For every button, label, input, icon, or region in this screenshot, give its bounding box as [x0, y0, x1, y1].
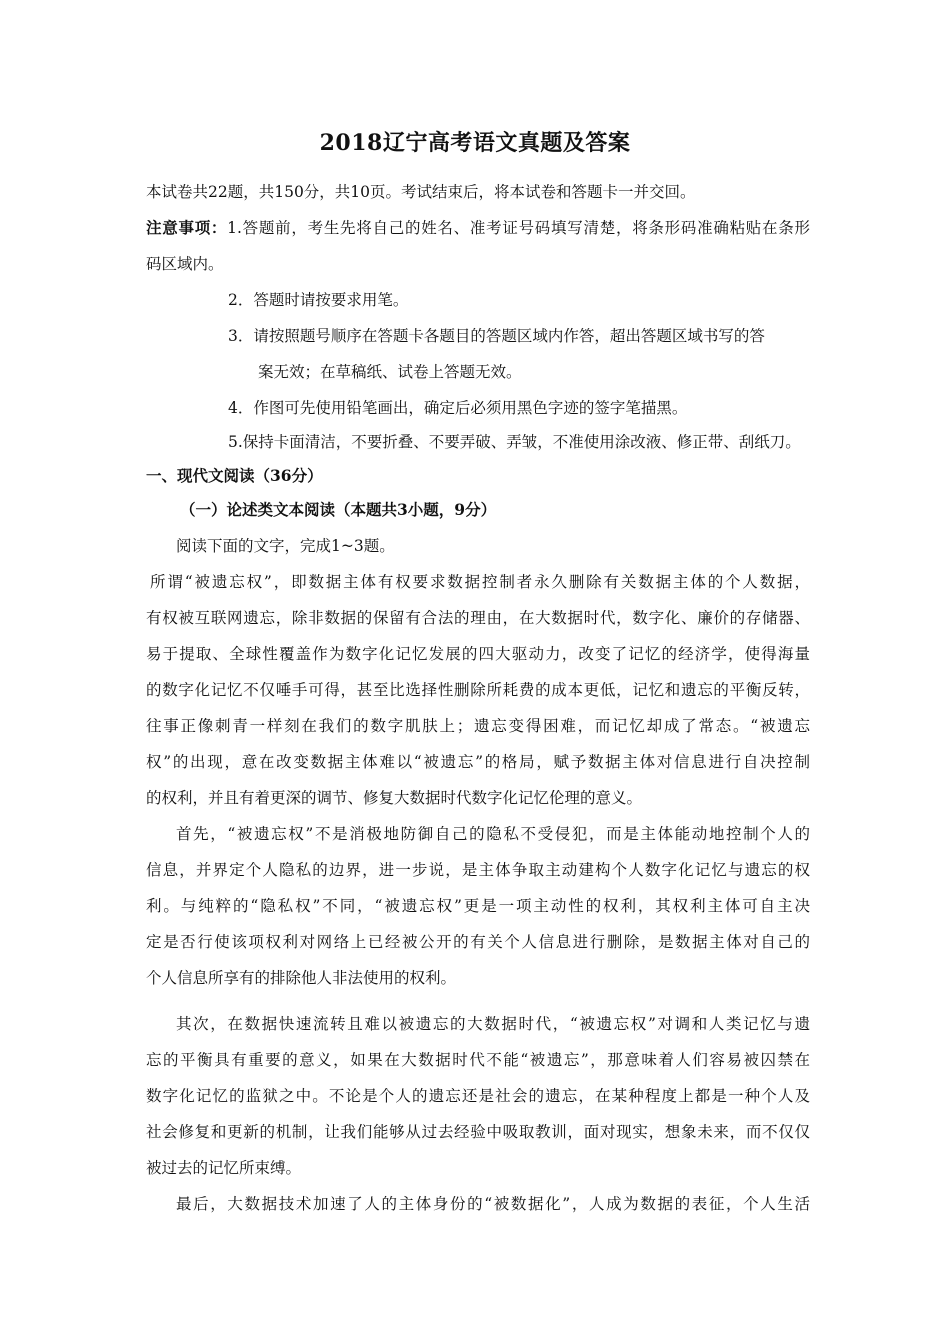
passage-p2-line: 个人信息所享有的排除他人非法使用的权利。 [146, 969, 457, 987]
passage-p2-line: 定是否行使该项权利对网络上已经被公开的有关个人信息进行删除，是数据主体对自己的 [146, 933, 810, 951]
passage-p3-line: 忘的平衡具有重要的意义，如果在大数据时代不能“被遗忘”，那意味着人们容易被囚禁在 [146, 1051, 810, 1069]
passage-p1-line: 有权被互联网遗忘，除非数据的保留有合法的理由，在大数据时代，数字化、廉价的存储器、 [146, 609, 810, 627]
notice-label: 注意事项： [146, 218, 228, 237]
notice-item-3b: 案无效；在草稿纸、试卷上答题无效。 [258, 363, 522, 381]
passage-p2-line: 利。与纯粹的“隐私权”不同，“被遗忘权”更是一项主动性的权利，其权利主体可自主决 [146, 897, 810, 915]
passage-p1-line: 所谓“被遗忘权”，即数据主体有权要求数据控制者永久删除有关数据主体的个人数据， [150, 573, 810, 591]
passage-p3-line: 社会修复和更新的机制，让我们能够从过去经验中吸取教训，面对现实，想象未来，而不仅仅 [146, 1123, 810, 1141]
passage-p1-line: 的权利，并且有着更深的调节、修复大数据时代数字化记忆伦理的意义。 [146, 789, 643, 807]
section-heading: 一、现代文阅读（36分） [146, 466, 323, 485]
page-title: 2018辽宁高考语文真题及答案 [319, 130, 631, 156]
passage-p2-line: 信息，并界定个人隐私的边界，进一步说，是主体争取主动建构个人数字化记忆与遗忘的权 [146, 861, 810, 879]
sub-section-heading: （一）论述类文本阅读（本题共3小题，9分） [180, 500, 497, 519]
passage-p3-line: 其次，在数据快速流转且难以被遗忘的大数据时代，“被遗忘权”对调和人类记忆与遗 [176, 1015, 810, 1033]
passage-p1-line: 易于提取、全球性覆盖作为数字化记忆发展的四大驱动力，改变了记忆的经济学，使得海量 [146, 645, 810, 663]
exam-intro: 本试卷共22题，共150分，共10页。考试结束后，将本试卷和答题卡一并交回。 [146, 183, 696, 201]
notice-item-4: 4．作图可先使用铅笔画出，确定后必须用黑色字迹的签字笔描黑。 [228, 399, 688, 417]
passage-p4-line: 最后，大数据技术加速了人的主体身份的“被数据化”，人成为数据的表征，个人生活 [176, 1195, 810, 1213]
passage-p1-line: 权”的出现，意在改变数据主体难以“被遗忘”的格局，赋予数据主体对信息进行自决控制 [146, 753, 810, 771]
passage-p1-line: 的数字化记忆不仅唾手可得，甚至比选择性删除所耗费的成本更低，记忆和遗忘的平衡反转， [146, 681, 810, 699]
notice-line-1 [146, 218, 810, 238]
passage-p2-line: 首先，“被遗忘权”不是消极地防御自己的隐私不受侵犯，而是主体能动地控制个人的 [176, 825, 810, 843]
reading-instruction: 阅读下面的文字，完成1~3题。 [176, 537, 395, 555]
passage-p3-line: 数字化记忆的监狱之中。不论是个人的遗忘还是社会的遗忘，在某种程度上都是一种个人及 [146, 1087, 810, 1105]
passage-p1-line: 往事正像刺青一样刻在我们的数字肌肤上；遗忘变得困难，而记忆却成了常态。“被遗忘 [146, 717, 810, 735]
notice-item-5: 5.保持卡面清洁，不要折叠、不要弄破、弄皱，不准使用涂改液、修正带、刮纸刀。 [228, 433, 801, 451]
passage-p3-line: 被过去的记忆所束缚。 [146, 1159, 302, 1177]
notice-item-1a: 1.答题前，考生先将自己的姓名、准考证号码填写清楚，将条形码准确粘贴在条形 [227, 219, 810, 237]
notice-item-3a: 3．请按照题号顺序在答题卡各题目的答题区域内作答，超出答题区域书写的答 [228, 327, 765, 345]
notice-item-2: 2．答题时请按要求用笔。 [228, 291, 409, 309]
notice-item-1b: 码区域内。 [146, 255, 224, 273]
